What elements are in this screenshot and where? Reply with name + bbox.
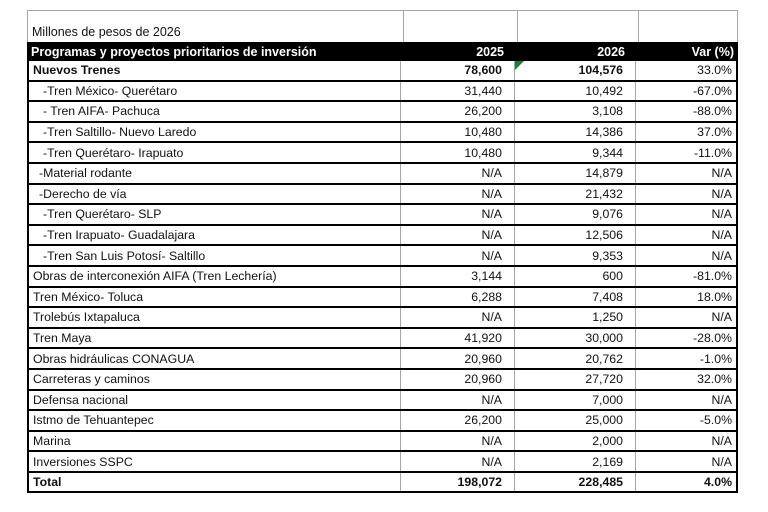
cell-2026-value[interactable] — [514, 411, 635, 430]
cell-2025-value[interactable]: N/A — [400, 226, 514, 245]
table-row — [29, 123, 736, 144]
cell-2026-text: 20,762 — [585, 351, 623, 366]
cell-2026-text: 600 — [602, 269, 623, 284]
cell-2026-text: 2,000 — [592, 433, 623, 448]
cell-var-pct[interactable]: N/A — [635, 205, 736, 224]
empty-cell[interactable] — [638, 11, 737, 42]
cell-var-pct[interactable]: 33.0% — [635, 61, 736, 80]
cell-program[interactable]: - Tren AIFA- Pachuca — [43, 104, 160, 119]
cell-program[interactable]: Tren Maya — [33, 331, 92, 346]
table-row — [29, 329, 736, 350]
cell-2026-text: 10,492 — [585, 83, 623, 98]
cell-var-pct[interactable]: N/A — [635, 391, 736, 410]
table-row — [29, 452, 736, 473]
cell-var-pct[interactable]: N/A — [635, 226, 736, 245]
cell-program[interactable]: -Tren Querétaro- SLP — [43, 207, 162, 222]
cell-2026-text: 104,576 — [578, 63, 623, 78]
cell-2026-value[interactable] — [514, 164, 635, 183]
table-row — [29, 411, 736, 432]
table-row — [29, 143, 736, 164]
cell-2025-value[interactable]: N/A — [400, 164, 514, 183]
table-body — [27, 61, 738, 493]
cell-program[interactable]: -Tren San Luis Potosí- Saltillo — [43, 248, 206, 263]
cell-2026-text: 25,000 — [585, 413, 623, 428]
table-row — [29, 185, 736, 206]
cell-2026-value[interactable] — [514, 205, 635, 224]
table-row — [29, 267, 736, 288]
cell-2025-value[interactable]: 26,200 — [400, 102, 514, 121]
cell-var-pct[interactable]: 32.0% — [635, 370, 736, 389]
table-row — [29, 82, 736, 103]
cell-2026-value[interactable] — [514, 123, 635, 142]
cell-program[interactable]: Obras hidráulicas CONAGUA — [33, 351, 195, 366]
cell-2026-text: 7,408 — [592, 289, 623, 304]
cell-var-pct[interactable]: -28.0% — [635, 329, 736, 348]
cell-program[interactable]: Tren México- Toluca — [33, 289, 144, 304]
cell-2026-value[interactable] — [514, 432, 635, 451]
cell-2026-value[interactable] — [514, 370, 635, 389]
cell-program[interactable]: -Derecho de vía — [39, 186, 127, 201]
cell-2025-value[interactable]: 198,072 — [400, 473, 514, 492]
table-row — [29, 102, 736, 123]
cell-program[interactable]: -Tren Querétaro- Irapuato — [43, 145, 184, 160]
cell-program[interactable]: -Tren Irapuato- Guadalajara — [43, 228, 195, 243]
cell-2026-value[interactable] — [514, 82, 635, 101]
cell-2026-value[interactable] — [514, 226, 635, 245]
cell-2026-value[interactable] — [514, 246, 635, 265]
header-var-pct[interactable]: Var (%) — [691, 44, 734, 59]
cell-2025-value[interactable]: N/A — [400, 391, 514, 410]
cell-2026-text: 2,169 — [592, 454, 623, 469]
cell-2025-value[interactable]: 6,288 — [400, 288, 514, 307]
cell-2025-value[interactable]: N/A — [400, 308, 514, 327]
cell-program[interactable]: Trolebús Ixtapaluca — [33, 310, 140, 325]
cell-2026-text: 9,076 — [592, 207, 623, 222]
cell-2025-value[interactable]: N/A — [400, 452, 514, 471]
cell-2026-value[interactable] — [514, 267, 635, 286]
table-row — [29, 164, 736, 185]
cell-2026-value[interactable] — [514, 329, 635, 348]
cell-2026-value[interactable] — [514, 288, 635, 307]
cell-2026-value[interactable] — [514, 61, 635, 80]
table-row — [29, 370, 736, 391]
cell-2026-text: 14,879 — [585, 166, 623, 181]
cell-program[interactable]: Total — [33, 475, 62, 490]
cell-2026-value[interactable] — [514, 349, 635, 368]
cell-2025-value[interactable]: 31,440 — [400, 82, 514, 101]
cell-var-pct[interactable]: 18.0% — [635, 288, 736, 307]
cell-program[interactable]: -Tren Saltillo- Nuevo Laredo — [43, 125, 197, 140]
table-row — [29, 349, 736, 370]
cell-var-pct[interactable]: -11.0% — [635, 143, 736, 162]
table-row — [29, 473, 736, 494]
cell-2026-value[interactable] — [514, 143, 635, 162]
cell-2025-value[interactable]: 78,600 — [400, 61, 514, 80]
table-row — [29, 226, 736, 247]
cell-2026-text: 1,250 — [592, 310, 623, 325]
cell-var-pct[interactable]: N/A — [635, 452, 736, 471]
cell-2026-text: 14,386 — [585, 125, 623, 140]
cell-2025-value[interactable]: 10,480 — [400, 123, 514, 142]
table-row — [29, 246, 736, 267]
cell-2026-text: 7,000 — [592, 392, 623, 407]
cell-2025-value[interactable]: 10,480 — [400, 143, 514, 162]
table-row — [29, 308, 736, 329]
cell-2025-value[interactable]: 3,144 — [400, 267, 514, 286]
cell-2026-text: 27,720 — [585, 372, 623, 387]
table-row — [29, 432, 736, 453]
cell-program[interactable]: Marina — [33, 433, 71, 448]
cell-program[interactable]: Istmo de Tehuantepec — [33, 413, 154, 428]
header-2026[interactable]: 2026 — [597, 44, 625, 59]
units-note-cell[interactable]: Millones de pesos de 2026 — [32, 25, 181, 39]
cell-2026-text: 12,506 — [585, 228, 623, 243]
cell-var-pct[interactable]: 4.0% — [635, 473, 736, 492]
cell-var-pct[interactable]: -67.0% — [635, 82, 736, 101]
cell-program[interactable]: Nuevos Trenes — [33, 63, 121, 78]
cell-var-pct[interactable]: 37.0% — [635, 123, 736, 142]
cell-program[interactable]: -Tren México- Querétaro — [43, 83, 178, 98]
cell-2026-value[interactable] — [514, 391, 635, 410]
cell-2026-text: 228,485 — [578, 475, 623, 490]
cell-2025-value[interactable]: N/A — [400, 432, 514, 451]
table-row — [29, 288, 736, 309]
table-row — [29, 205, 736, 226]
cell-program[interactable]: Obras de interconexión AIFA (Tren Lechería) — [33, 269, 277, 284]
empty-cell[interactable] — [403, 11, 517, 42]
cell-2026-value[interactable] — [514, 308, 635, 327]
cell-2025-value[interactable]: 26,200 — [400, 411, 514, 430]
cell-2025-value[interactable]: N/A — [400, 205, 514, 224]
cell-2026-value[interactable] — [514, 452, 635, 471]
cell-var-pct[interactable]: N/A — [635, 308, 736, 327]
cell-2026-text: 9,353 — [592, 248, 623, 263]
cell-program[interactable]: Carreteras y caminos — [33, 372, 150, 387]
table-title-row — [27, 10, 738, 42]
cell-2026-text: 30,000 — [585, 331, 623, 346]
cell-program[interactable]: Inversiones SSPC — [33, 454, 133, 469]
cell-var-pct[interactable]: -1.0% — [635, 349, 736, 368]
cell-var-pct[interactable]: N/A — [635, 185, 736, 204]
cell-2026-value[interactable] — [514, 473, 635, 492]
cell-2026-value[interactable] — [514, 102, 635, 121]
investment-budget-table — [27, 10, 738, 493]
cell-var-pct[interactable]: N/A — [635, 246, 736, 265]
cell-2026-text: 9,344 — [592, 145, 623, 160]
empty-cell[interactable] — [517, 11, 638, 42]
cell-var-pct[interactable]: N/A — [635, 432, 736, 451]
header-2025[interactable]: 2025 — [476, 44, 504, 59]
cell-program[interactable]: Defensa nacional — [33, 392, 129, 407]
table-header-row — [27, 42, 738, 61]
cell-program[interactable]: -Material rodante — [39, 166, 132, 181]
cell-var-pct[interactable]: -81.0% — [635, 267, 736, 286]
excel-flag-icon — [515, 61, 524, 70]
cell-2026-value[interactable] — [514, 185, 635, 204]
cell-2025-value[interactable]: N/A — [400, 185, 514, 204]
cell-2025-value[interactable]: 41,920 — [400, 329, 514, 348]
table-row — [29, 391, 736, 412]
table-row — [29, 61, 736, 82]
header-programs[interactable]: Programas y proyectos prioritarios de inversión — [31, 44, 317, 59]
cell-2026-text: 3,108 — [592, 104, 623, 119]
cell-2025-value[interactable]: 20,960 — [400, 370, 514, 389]
cell-var-pct[interactable]: N/A — [635, 164, 736, 183]
cell-var-pct[interactable]: -5.0% — [635, 411, 736, 430]
cell-2025-value[interactable]: N/A — [400, 246, 514, 265]
cell-2026-text: 21,432 — [585, 186, 623, 201]
cell-var-pct[interactable]: -88.0% — [635, 102, 736, 121]
cell-2025-value[interactable]: 20,960 — [400, 349, 514, 368]
